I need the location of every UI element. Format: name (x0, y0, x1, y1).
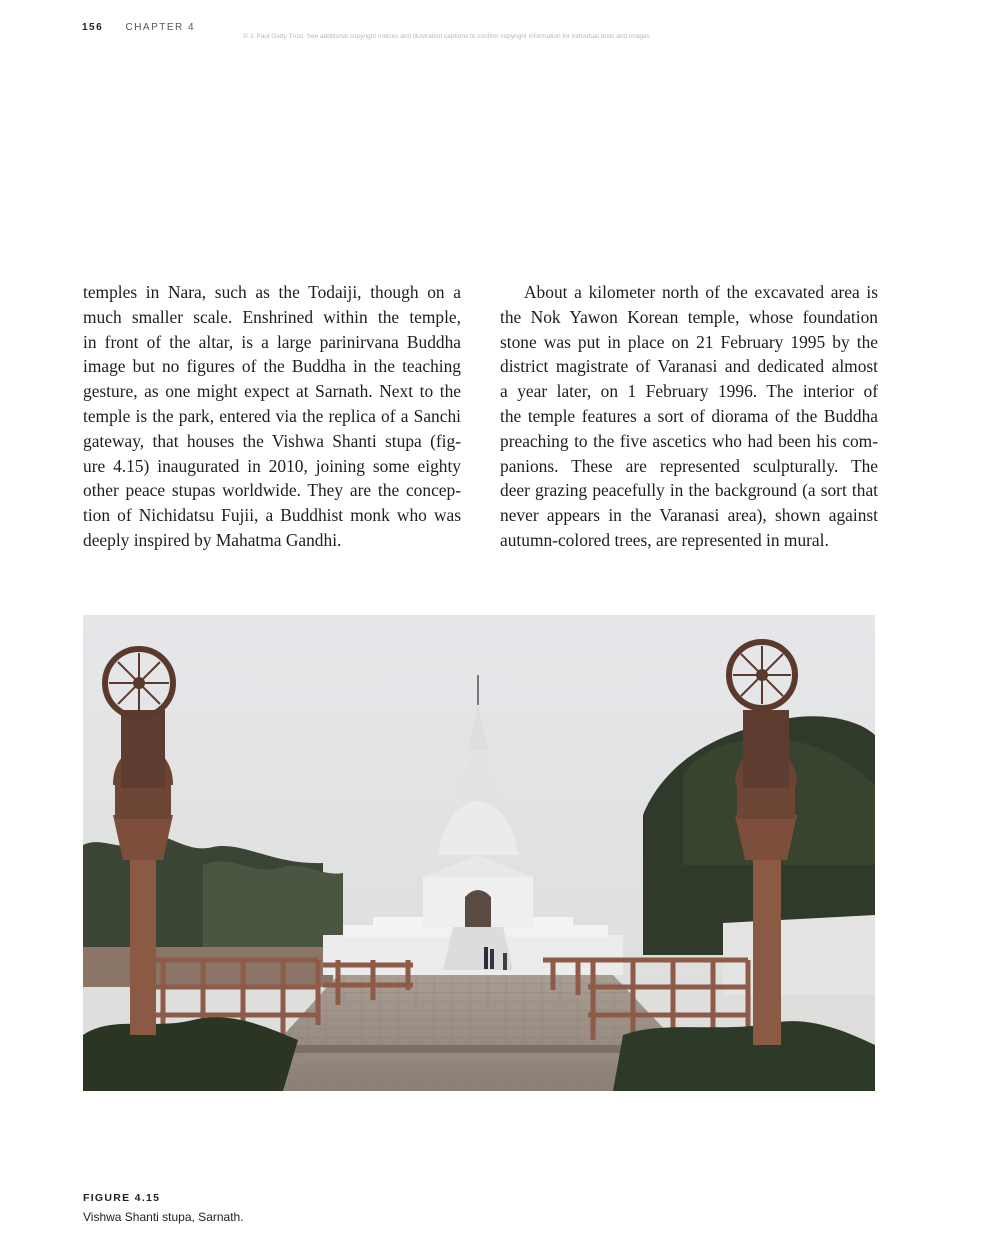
text-line: panions. These are represented sculpturally. The (500, 455, 878, 476)
text-line: ure 4.15) inaugurated in 2010, joining some eighty (83, 455, 461, 476)
text-line: temples in Nara, such as the Todaiji, though on a (83, 282, 461, 302)
page-number: 156 (82, 22, 104, 33)
text-line: deeply inspired by Mahatma Gandhi. (83, 529, 342, 550)
text-line: much smaller scale. Enshrined within the temple, (83, 306, 461, 327)
text-line: in front of the altar, is a large parinirvana Buddha (83, 331, 461, 352)
text-line: gesture, as one might expect at Sarnath. Next to the (83, 381, 461, 402)
text-line: tion of Nichidatsu Fujii, a Buddhist monk who was (83, 505, 461, 526)
text-line: temple is the park, entered via the replica of a Sanchi (83, 405, 461, 426)
text-line: deer grazing peacefully in the background (a sort that (500, 480, 878, 501)
left-text-column (83, 280, 461, 553)
stupa-photograph (83, 615, 875, 1091)
text-line: a year later, on 1 February 1996. The interior of (500, 381, 878, 402)
text-line: the temple features a sort of diorama of the Buddha (500, 405, 878, 426)
text-line: never appears in the Varanasi area), shown against (500, 505, 878, 526)
right-text-column (500, 280, 878, 553)
text-line: preaching to the five ascetics who had been his com- (500, 430, 878, 451)
text-line: the Nok Yawon Korean temple, whose foundation (500, 306, 878, 327)
text-line: autumn-colored trees, are represented in mural. (500, 529, 829, 550)
text-line: stone was put in place on 21 February 1995 by the (500, 331, 878, 352)
page-header (82, 22, 195, 33)
copyright-notice: © J. Paul Getty Trust. See additional copyright notices and illustration captions to confirm copyright information for individual texts and images (243, 33, 650, 40)
text-line: About a kilometer north of the excavated area is (524, 282, 878, 302)
text-line: district magistrate of Varanasi and dedicated almost (500, 356, 878, 377)
right-paragraph (500, 280, 878, 553)
text-line: gateway, that houses the Vishwa Shanti stupa (fig- (83, 430, 461, 451)
figure-caption: Vishwa Shanti stupa, Sarnath. (83, 1210, 244, 1224)
text-line: image but no figures of the Buddha in the teaching (83, 356, 461, 377)
left-paragraph (83, 280, 461, 553)
figure-label: FIGURE 4.15 (83, 1192, 161, 1204)
chapter-label: CHAPTER 4 (125, 22, 196, 33)
text-line: other peace stupas worldwide. They are the concep- (83, 480, 461, 501)
